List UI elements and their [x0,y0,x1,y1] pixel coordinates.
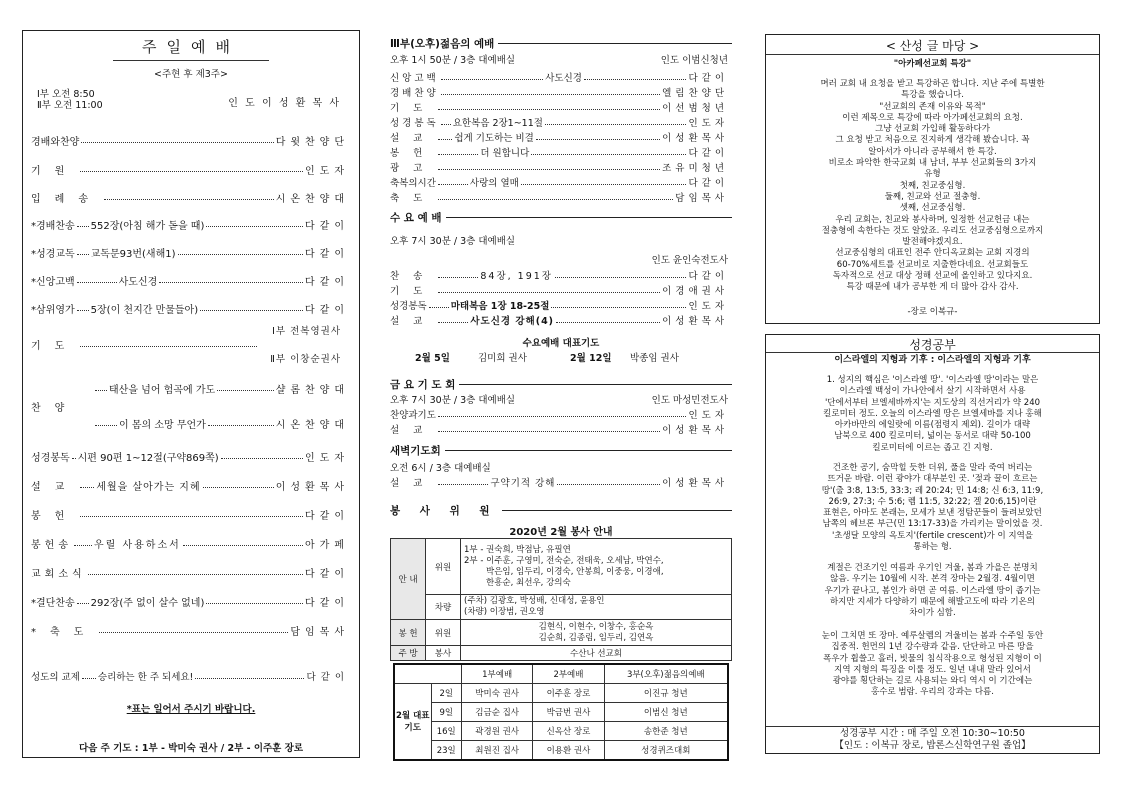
page-title: 주일예배 [113,36,269,61]
essay-body: 며러 교회 내 요청을 받고 특강하곤 합니다. 지난 주에 특별한 특강을 했습니다. "선교회의 존재 이유와 목적" 이런 제목으로 특강에 따라 아가페선교회의 요청. 그냥 선교회 가입해 활동하다가 그 요청 받고 처음으로 진지하게 생각해 봤습니다. 꼭 알아서가 아니라 공부해서 한 특강. 비로소 파악한 한국교회 내 남녀, 부부 선교회들의 3가지 유형 첫째, 친교중심형. 둘째, 친교와 선교 절충형. 셋째, 선교중심형. 우리 교회는, 친교와 봉사하며, 일정한 선교헌금 내는 절충형에 속한다는 것도 알았죠. 우리도 선교중심형으로까지 발전해야겠지요. 선교중심형의 대표인 전주 안디옥교회는 교회 지경의 60-70%세트를 선교비로 지출한다네요. 선교회들도 독자적으로 선교 대상 정해 선교에 올인하고 있다지요. 특강 때문에 내가 공부한 게 더 많아 감사 감사. [820,79,1045,293]
order-row: 입례송 시온찬양대 [31,194,349,205]
prayer-row: 기도 [31,337,259,352]
service-2-time: Ⅱ부 오전 11:00 [37,100,103,111]
wed-leader: 인도 윤인숙전도사 [651,255,728,266]
order-row: 광고 조유미청년 [390,163,728,174]
part3-time: 오후 1시 50분 / 3층 대예배실 [390,55,516,66]
order-row: 신앙고백 사도신경 다같이 [390,73,728,84]
order-row: 축도 담임목사 [390,193,728,204]
order-row: 봉헌송 우릴 사용하소서 아가페 [31,540,349,551]
order-row: 성경봉독 요한복음 2장1~11절 인도자 [390,118,728,129]
dawn-header: 새벽기도회 [390,443,732,458]
wed-rep1-date: 2월 5일 [415,353,450,364]
order-row: *경배찬송 552장(아침 해가 돋을 때) 다같이 [31,221,349,232]
order-row: 교회소식 다같이 [31,569,349,580]
study-paragraph: 눈이 그치면 또 장마. 예루살렘의 겨울비는 봄과 수주일 동안 집중적. 헌먼의 1년 강수량과 같음. 단단하고 마른 땅을 폭우가 휩쓸고 흘러, 빗물의 침식작용으로 형성된 지형이 이 지역 지형의 특징을 이룰 정도. 일년 내내 말라 있어서 광야를 횡단하는 길로 사용되는 와디 역시 이 기간에는 홍수로 범람. 우리의 강과는 다름. [821,631,1044,698]
order-row: 성경봉독 마태복음 1장 18-25절 인도자 [390,301,728,312]
service-committee-header: 봉 사 위 원 [390,503,732,518]
order-row: 설교 쉽게 기도하는 비결 이성환목사 [390,133,728,144]
order-row: *삼위영가 5장(이 천지간 만물들아) 다같이 [31,305,349,316]
fri-time: 오후 7시 30분 / 3층 대예배실 [390,395,516,406]
study-paragraph: 건조한 공기, 숨막힐 듯한 더위, 풀을 말라 죽여 버리는 뜨거운 바람. 이런 광야가 대부분인 곳. '젖과 꿀이 흐르는 땅'(출 3:8, 13:5, 33:3; 레 20:24; 민 14:8; 신 6:3, 11:9, 26:9, 27:3; 수 5:6; 렘 11:5, 32:22; 겔 20:6,15)이란 표현은, 아마도 본래는, 모세가 보낸 정탐꾼들이 들려보았던 남쪽의 헤브론 부근(민 13:17-33)을 가리키는 말이었을 것. '초생달 모양의 옥토지'(fertile crescent)가 이 지역을 통하는 형. [821,463,1044,553]
order-row: 설교 이성환목사 [390,425,728,436]
week-subtitle: <주현 후 제3주> [154,69,228,80]
essay-author: -장로 이복규- [907,307,958,317]
study-time: 성경공부 시간 : 매 주일 오전 10:30~10:50 [840,728,1025,739]
service-leader: 인 도 이 성 환 목 사 [228,98,341,109]
order-row: 찬양과기도 인도자 [390,410,728,421]
essay-title: < 산성 글 마당 > [885,39,980,53]
wed-rep2-name: 박종임 권사 [630,353,679,364]
order-row: 봉헌 더 원합니다 다같이 [390,148,728,159]
order-row: *결단찬송 292장(주 없이 살수 없네) 다같이 [31,598,349,609]
fri-header: 금 요 기 도 회 [390,377,732,392]
standing-note: *표는 일어서 주시기 바랍니다. [126,704,256,715]
order-row: 설교 세월을 살아가는 지혜 이성환목사 [31,482,349,493]
order-row: 기도 이선범청년 [390,103,728,114]
order-row: 경배찬양 엘림찬양단 [390,88,728,99]
essay-subtitle: "아카페선교회 특강" [893,59,972,69]
wed-time: 오후 7시 30분 / 3층 대예배실 [390,236,516,247]
next-week-prayer: 다음 주 기도 : 1부 - 박미숙 권사 / 2부 - 이주훈 장로 [78,743,304,754]
part3-leader: 인도 이범신청년 [660,55,728,66]
order-row: *신앙고백 사도신경 다같이 [31,277,349,288]
choir-row: 이 몸의 소망 무언가 시온찬양대 [93,416,349,431]
order-row: 기원 인도자 [31,166,349,177]
wed-rep2-date: 2월 12일 [570,353,612,364]
wed-rep1-name: 김미희 권사 [478,353,527,364]
other-services-panel [390,30,732,758]
study-leader: 【인도 : 이복규 장로, 밥론스신학연구원 졸업】 [834,740,1031,751]
study-subtitle: 이스라엘의 지형과 기후 : 이스라엘의 지형과 기후 [834,355,1031,365]
service-table: 안 내 위원 1부 - 권숙희, 박점남, 유필연 2부 - 이주훈, 구영미, 전숙순, 전태욱, 오세남, 박연수, 박은임, 임두리, 이경숙, 안봉희, 이중웅, 이경애, 한흥순, 최선우, 강의숙 차량 (주차) 김광호, 박성배, 신대성, 윤용인 (차량) 이장범, 권오영 봉 헌 위원 김현식, 이현수, 이창수, 홍순옥 김순희, 김종림, 임두리, 김연옥 주 방 봉사 수산나 선교회 [390,538,732,661]
fellowship-row: 성도의 교제 승리하는 한 주 되세요! 다같이 [31,672,349,683]
wed-rep-title: 수요예배 대표기도 [522,338,600,349]
order-row: 봉헌 다같이 [31,511,349,522]
prayer-part2: Ⅱ부 이창순권사 [270,354,341,365]
prayer-part1: Ⅰ부 전복영권사 [272,326,341,337]
dawn-time: 오전 6시 / 3층 대예배실 [390,463,491,474]
choir-label: 찬양 [31,403,79,414]
order-row: 경배와찬양 다윗찬양단 [31,137,349,148]
fri-leader: 인도 마성민전도사 [651,395,728,406]
order-row: *성경교독 교독문93번(새해1) 다같이 [31,249,349,260]
choir-row: 태산을 넘어 험곡에 가도 샬롬찬양대 [93,381,349,396]
service-guide-title: 2020년 2월 봉사 안내 [509,527,613,538]
order-row: 축복의시간 사랑의 열매 다같이 [390,178,728,189]
wed-header: 수 요 예 배 [390,210,732,225]
sunday-worship-panel [22,30,360,758]
order-row: *축도 담임목사 [31,627,349,638]
study-title: 성경공부 [909,338,956,352]
study-paragraph: 1. 성지의 핵심은 '이스라엘 땅'. '이스라엘 땅'이라는 말은 이스라엘 백성이 가나안에서 살기 시작하면서 사용 '단에서부터 브엘세바까지'는 지도상의 직선거리가 약 240 킬로미터 정도. 오늘의 이스라엘 땅은 브엘세바를 지나 홍해 아카바만의 에일랏에 이름(점령지 제외). 길이가 대략 남북으로 400 킬로미터, 넓이는 동서로 대략 50-100 킬로미터에 이르는 좁고 긴 지형. [823,375,1042,453]
order-row: 성경봉독 시편 90편 1~12절(구약869쪽) 인도자 [31,453,349,464]
part3-header: Ⅲ부(오후)젊음의 예배 [390,36,732,51]
order-row: 설교 사도신경 강해(4) 이성환목사 [390,316,728,327]
bible-study-panel [765,334,1100,754]
order-row: 설교 구약기적 강해 이성환목사 [390,478,728,489]
study-paragraph: 계절은 건조기인 여름과 우기인 겨울, 봄과 가을은 분명치 않음. 우기는 10월에 시작. 본격 장마는 2월경. 4월이면 우기가 끝나고, 봄인가 하면 곧 여름. 이스라엘 땅이 좁기는 하지만 지세가 다양하기 때문에 해발고도에 따라 기온의 차이가 심함. [824,563,1041,619]
order-row: 기도 이경애권사 [390,286,728,297]
essay-panel [765,34,1100,324]
prayer-schedule-table: 1부예배 2부예배 3부(오후)젊음의예배 2월 대표 기도 2일 박미숙 권사 이주훈 장로 이진규 청년 9일 김금순 집사 박금번 권사 이범신 청년 16일 곽경원 권사 신옥산 장로 송한준 청년 23일 최원진 집사 이용환 권사 성경퀴즈대회 [393,663,729,761]
service-1-time: Ⅰ부 오전 8:50 [37,89,95,100]
order-row: 찬송 84장, 191장 다같이 [390,271,728,282]
